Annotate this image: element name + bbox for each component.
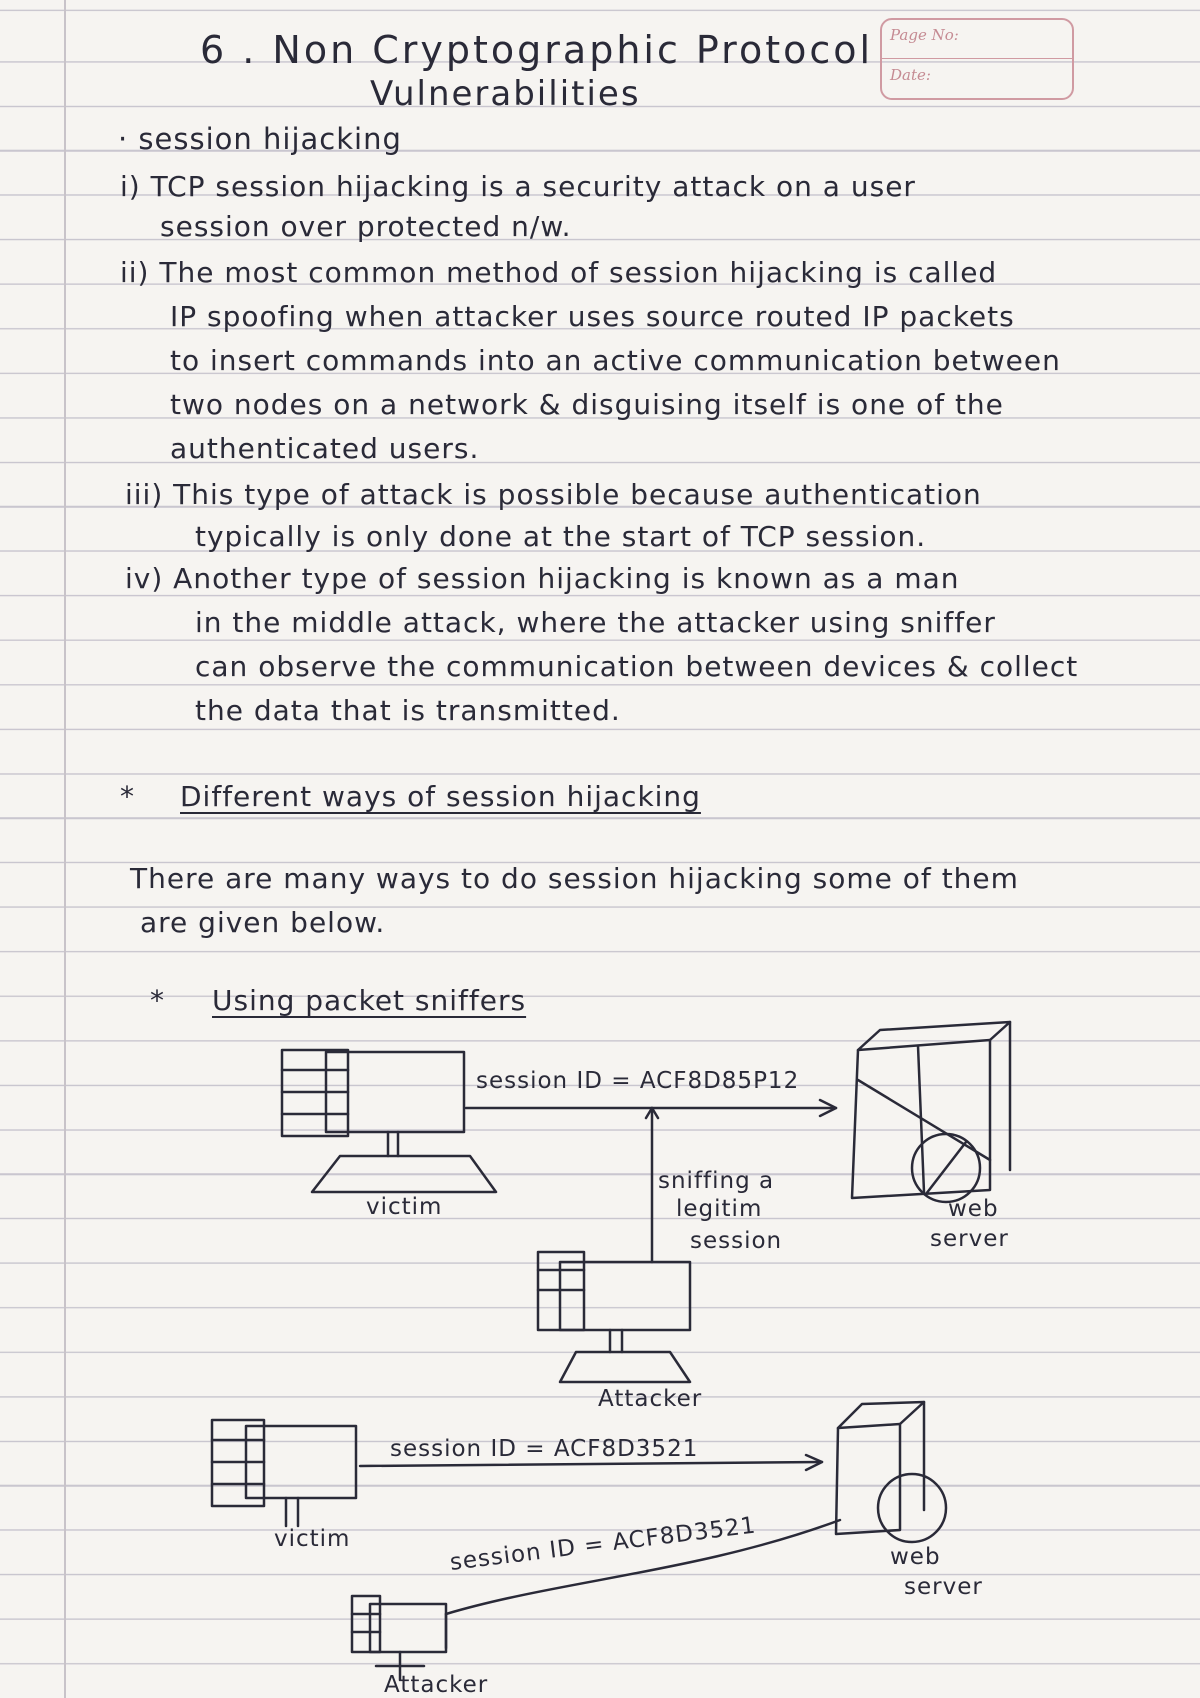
web-server-icon (836, 1402, 946, 1542)
web-server-label: server (930, 1226, 1009, 1252)
attacker-computer-icon (538, 1252, 690, 1382)
sniff-line-icon (646, 1108, 658, 1262)
section-heading: · session hijacking (118, 122, 402, 156)
point-line: typically is only done at the start of TCP session. (195, 520, 927, 553)
point-line: in the middle attack, where the attacker using sniffer (195, 606, 996, 639)
victim-computer-icon (282, 1050, 496, 1192)
intro-line: There are many ways to do session hijacking some of them (130, 862, 1019, 895)
point-line: iv) Another type of session hijacking is known as a man (125, 562, 960, 595)
sniffing-label: sniffing a (658, 1168, 775, 1194)
attacker-computer-icon (352, 1596, 446, 1680)
star-bullet: * (120, 780, 135, 813)
attacker-label: Attacker (384, 1672, 489, 1698)
subsection-subheading: Using packet sniffers (212, 984, 527, 1017)
subsection-heading: Different ways of session hijacking (180, 780, 701, 813)
web-server-label: server (904, 1574, 983, 1600)
web-server-label: web (890, 1544, 941, 1570)
session-id-label: session ID = ACF8D3521 (448, 1512, 758, 1576)
point-line: session over protected n/w. (160, 210, 572, 243)
web-server-label: web (948, 1196, 999, 1222)
victim-computer-icon (212, 1420, 356, 1526)
point-line: ii) The most common method of session hijacking is called (120, 256, 998, 289)
page-title-line2: Vulnerabilities (370, 74, 641, 114)
point-line: i) TCP session hijacking is a security attack on a user (120, 170, 916, 203)
session-id-label: session ID = ACF8D85P12 (476, 1068, 800, 1094)
session-id-label: session ID = ACF8D3521 (390, 1436, 699, 1462)
date-label: Date: (890, 66, 931, 84)
point-line: IP spoofing when attacker uses source routed IP packets (170, 300, 1015, 333)
victim-label: victim (274, 1526, 351, 1552)
point-line: iii) This type of attack is possible because authentication (125, 478, 982, 511)
sniffing-label: legitim (676, 1196, 763, 1222)
intro-line: are given below. (140, 906, 386, 939)
web-server-icon (852, 1022, 1010, 1202)
attacker-label: Attacker (598, 1386, 703, 1412)
point-line: the data that is transmitted. (195, 694, 621, 727)
point-line: two nodes on a network & disguising itself is one of the (170, 388, 1004, 421)
page-title: 6 . Non Cryptographic Protocol (200, 28, 874, 72)
point-line: authenticated users. (170, 432, 480, 465)
star-bullet: * (150, 984, 165, 1017)
point-line: to insert commands into an active communication between (170, 344, 1061, 377)
page-no-label: Page No: (890, 26, 959, 44)
point-line: can observe the communication between devices & collect (195, 650, 1079, 683)
sniffing-label: session (690, 1228, 783, 1254)
victim-label: victim (366, 1194, 443, 1220)
